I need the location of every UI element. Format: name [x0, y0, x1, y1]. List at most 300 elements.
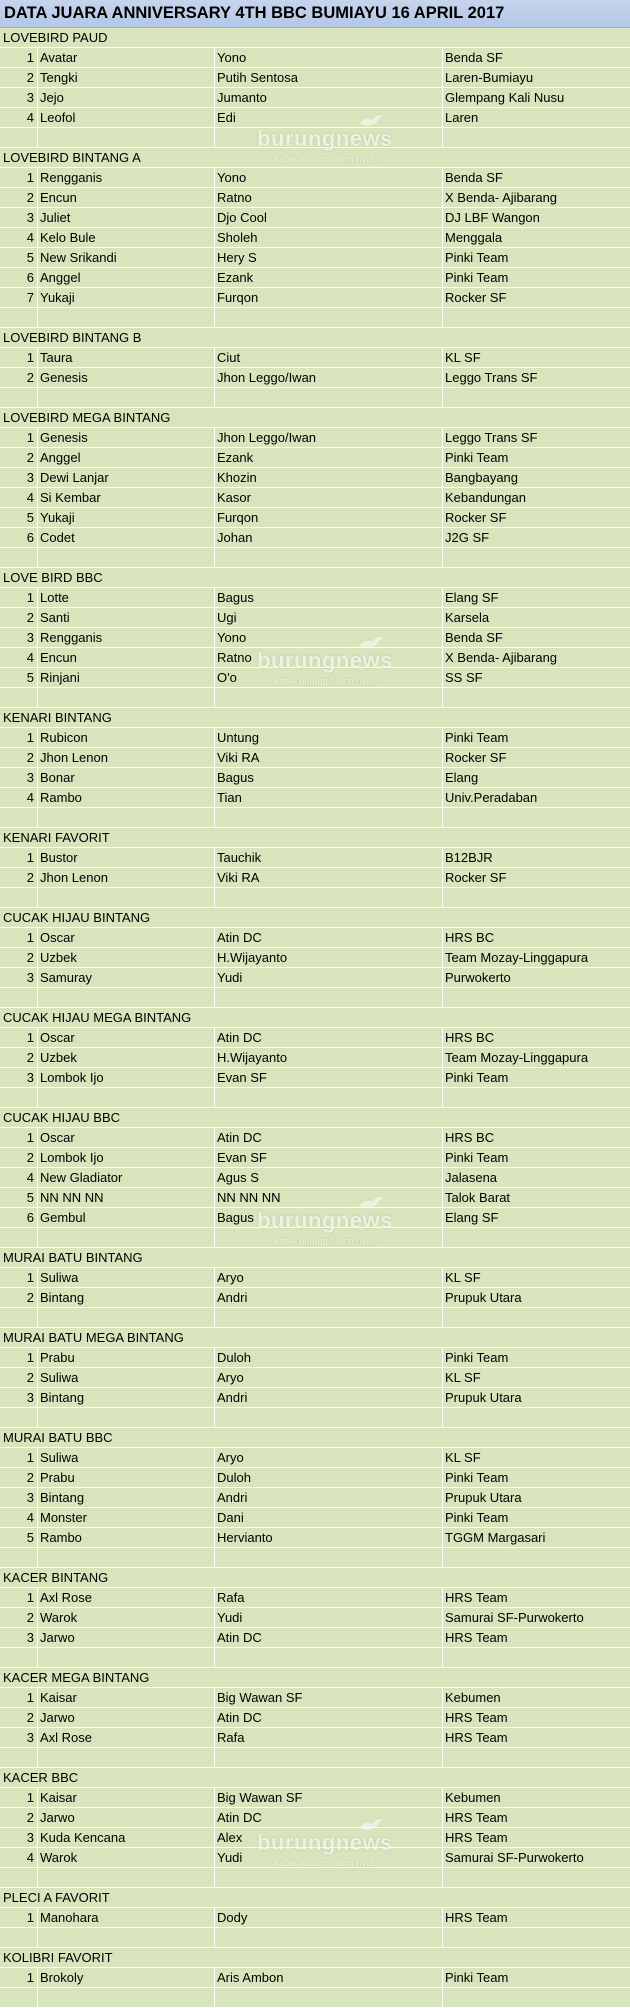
category-name: LOVEBIRD BINTANG A	[3, 150, 141, 165]
empty-cell	[443, 888, 630, 907]
empty-cell	[0, 548, 38, 567]
category-header-row	[0, 1008, 630, 1028]
category-name: LOVEBIRD MEGA BINTANG	[3, 410, 171, 425]
bird-name-cell: Monster	[38, 1508, 215, 1527]
empty-cell	[215, 808, 443, 827]
category-name: CUCAK HIJAU MEGA BINTANG	[3, 1010, 192, 1025]
table-row	[0, 868, 630, 888]
empty-cell	[0, 688, 38, 707]
rank-cell: 5	[0, 1188, 38, 1207]
rank-cell: 2	[0, 1468, 38, 1487]
bird-name-cell: Avatar	[38, 48, 215, 67]
owner-cell: O'o	[215, 668, 443, 687]
rank-cell: 1	[0, 1588, 38, 1607]
rank-cell: 7	[0, 288, 38, 307]
table-row	[0, 268, 630, 288]
empty-cell	[0, 1928, 38, 1947]
table-row	[0, 1128, 630, 1148]
table-row	[0, 428, 630, 448]
team-cell: HRS BC	[445, 1030, 495, 1045]
team-cell: Menggala	[445, 230, 503, 245]
table-row	[0, 348, 630, 368]
empty-cell	[215, 1088, 443, 1107]
empty-cell	[443, 1308, 630, 1327]
bird-name-cell: Axl Rose	[38, 1728, 215, 1747]
bird-name-cell: Rengganis	[38, 628, 215, 647]
rank-cell: 3	[0, 88, 38, 107]
owner-cell: Ugi	[215, 608, 443, 627]
empty-cell	[38, 1928, 215, 1947]
team-cell: HRS Team	[445, 1810, 508, 1825]
team-cell: KL SF	[445, 1370, 481, 1385]
rank-cell: 2	[0, 68, 38, 87]
rank-cell: 2	[0, 368, 38, 387]
table-row	[0, 1528, 630, 1548]
owner-cell: Agus S	[215, 1168, 443, 1187]
table-row	[0, 228, 630, 248]
empty-cell	[215, 1928, 443, 1947]
owner-cell: Khozin	[215, 468, 443, 487]
bird-name-cell: Jarwo	[38, 1708, 215, 1727]
table-row	[0, 1268, 630, 1288]
team-cell: B12BJR	[445, 850, 493, 865]
owner-cell: Bagus	[215, 588, 443, 607]
table-row	[0, 1188, 630, 1208]
empty-cell	[443, 988, 630, 1007]
category-header-row	[0, 1948, 630, 1968]
empty-cell	[38, 1748, 215, 1767]
watermark-logo: burungnews	[257, 1208, 393, 1233]
table-row	[0, 1148, 630, 1168]
bird-name-cell: Brokoly	[38, 1968, 215, 1987]
owner-cell: Djo Cool	[215, 208, 443, 227]
bird-name-cell: Kuda Kencana	[38, 1828, 215, 1847]
empty-cell	[38, 1228, 215, 1247]
table-row	[0, 1708, 630, 1728]
bird-name-cell: Taura	[38, 348, 215, 367]
table-row	[0, 1508, 630, 1528]
bird-name-cell: Yukaji	[38, 508, 215, 527]
rank-cell: 1	[0, 168, 38, 187]
table-row	[0, 1488, 630, 1508]
watermark-tagline: kabar burung paling nyus	[274, 154, 376, 164]
table-row	[0, 768, 630, 788]
sheet-title: DATA JUARA ANNIVERSARY 4TH BBC BUMIAYU 16 APRIL 2017	[0, 0, 630, 28]
bird-name-cell: Anggel	[38, 268, 215, 287]
owner-cell: Ezank	[215, 268, 443, 287]
table-row	[0, 1808, 630, 1828]
spacer-row	[0, 1928, 630, 1948]
empty-cell	[0, 1648, 38, 1667]
empty-cell	[215, 1228, 443, 1247]
bird-name-cell: Lotte	[38, 588, 215, 607]
table-row	[0, 648, 630, 668]
owner-cell: Kasor	[215, 488, 443, 507]
bird-name-cell: Jarwo	[38, 1808, 215, 1827]
bird-name-cell: Bintang	[38, 1488, 215, 1507]
table-row	[0, 1388, 630, 1408]
bird-name-cell: Rambo	[38, 1528, 215, 1547]
team-cell: HRS Team	[445, 1590, 508, 1605]
team-cell: Pinki Team	[445, 1150, 509, 1165]
spacer-row	[0, 308, 630, 328]
category-name: MURAI BATU BINTANG	[3, 1250, 143, 1265]
empty-cell	[0, 1988, 38, 2007]
watermark-tagline: kabar burung paling nyus	[274, 1858, 376, 1868]
empty-cell	[38, 128, 215, 147]
rank-cell: 3	[0, 968, 38, 987]
rank-cell: 3	[0, 628, 38, 647]
spacer-row	[0, 1088, 630, 1108]
team-cell: Samurai SF-Purwokerto	[445, 1850, 584, 1865]
rank-cell: 2	[0, 1708, 38, 1727]
bird-name-cell: Santi	[38, 608, 215, 627]
empty-cell	[0, 1868, 38, 1887]
owner-cell: Big Wawan SF	[215, 1788, 443, 1807]
bird-name-cell: New Srikandi	[38, 248, 215, 267]
bird-name-cell: Jarwo	[38, 1628, 215, 1647]
spacer-row	[0, 1648, 630, 1668]
table-row	[0, 1208, 630, 1228]
bird-name-cell: Prabu	[38, 1468, 215, 1487]
owner-cell: Yono	[215, 628, 443, 647]
owner-cell: Sholeh	[215, 228, 443, 247]
table-row	[0, 448, 630, 468]
watermark-tagline: kabar burung paling nyus	[274, 1236, 376, 1246]
bird-name-cell: Oscar	[38, 1128, 215, 1147]
rank-cell: 2	[0, 1368, 38, 1387]
owner-cell: Jumanto	[215, 88, 443, 107]
table-row	[0, 728, 630, 748]
rank-cell: 1	[0, 1348, 38, 1367]
team-cell: Pinki Team	[445, 450, 509, 465]
owner-cell: Atin DC	[215, 1028, 443, 1047]
rank-cell: 2	[0, 948, 38, 967]
owner-cell: Yudi	[215, 1608, 443, 1627]
rank-cell: 4	[0, 788, 38, 807]
team-cell: X Benda- Ajibarang	[445, 650, 558, 665]
rank-cell: 2	[0, 1048, 38, 1067]
owner-cell: Viki RA	[215, 748, 443, 767]
owner-cell: Big Wawan SF	[215, 1688, 443, 1707]
empty-cell	[38, 388, 215, 407]
team-cell: Elang SF	[445, 590, 499, 605]
category-header-row	[0, 148, 630, 168]
team-cell: KL SF	[445, 1450, 481, 1465]
owner-cell: Yono	[215, 168, 443, 187]
rank-cell: 1	[0, 1268, 38, 1287]
owner-cell: Hervianto	[215, 1528, 443, 1547]
category-header-row	[0, 328, 630, 348]
category-name: LOVEBIRD PAUD	[3, 30, 108, 45]
rank-cell: 5	[0, 668, 38, 687]
empty-cell	[443, 128, 630, 147]
rank-cell: 4	[0, 1508, 38, 1527]
spacer-row	[0, 1548, 630, 1568]
owner-cell: Rafa	[215, 1588, 443, 1607]
team-cell: Pinki Team	[445, 1970, 509, 1985]
rank-cell: 1	[0, 1128, 38, 1147]
table-row	[0, 488, 630, 508]
rank-cell: 3	[0, 208, 38, 227]
bird-name-cell: Rubicon	[38, 728, 215, 747]
rank-cell: 4	[0, 228, 38, 247]
owner-cell: Tauchik	[215, 848, 443, 867]
team-cell: HRS Team	[445, 1830, 508, 1845]
rank-cell: 2	[0, 608, 38, 627]
empty-cell	[0, 1088, 38, 1107]
category-header-row	[0, 828, 630, 848]
watermark-logo: burungnews	[257, 126, 393, 151]
category-header-row	[0, 708, 630, 728]
bird-name-cell: Bustor	[38, 848, 215, 867]
watermark-logo: burungnews	[257, 648, 393, 673]
team-cell: HRS BC	[445, 930, 495, 945]
team-cell: J2G SF	[445, 530, 490, 545]
results-table	[0, 28, 630, 2008]
bird-name-cell: Suliwa	[38, 1368, 215, 1387]
spacer-row	[0, 1308, 630, 1328]
bird-name-cell: Dewi Lanjar	[38, 468, 215, 487]
team-cell: Prupuk Utara	[445, 1490, 522, 1505]
category-header-row	[0, 408, 630, 428]
rank-cell: 2	[0, 188, 38, 207]
empty-cell	[38, 1408, 215, 1427]
category-header-row	[0, 1568, 630, 1588]
team-cell: Jalasena	[445, 1170, 498, 1185]
team-cell: Leggo Trans SF	[445, 430, 538, 445]
empty-cell	[443, 1088, 630, 1107]
table-row	[0, 628, 630, 648]
table-row	[0, 368, 630, 388]
owner-cell: NN NN NN	[215, 1188, 443, 1207]
empty-cell	[443, 1548, 630, 1567]
table-row	[0, 188, 630, 208]
rank-cell: 3	[0, 1388, 38, 1407]
empty-cell	[443, 548, 630, 567]
category-name: KACER BBC	[3, 1770, 79, 1785]
table-row	[0, 1728, 630, 1748]
owner-cell: Evan SF	[215, 1068, 443, 1087]
watermark-logo: burungnews	[257, 1830, 393, 1855]
bird-name-cell: Kelo Bule	[38, 228, 215, 247]
team-cell: KL SF	[445, 350, 481, 365]
team-cell: Pinki Team	[445, 1510, 509, 1525]
bird-name-cell: Prabu	[38, 1348, 215, 1367]
category-header-row	[0, 28, 630, 48]
owner-cell: Ciut	[215, 348, 443, 367]
rank-cell: 1	[0, 848, 38, 867]
table-row	[0, 248, 630, 268]
bird-name-cell: Encun	[38, 188, 215, 207]
table-row	[0, 1588, 630, 1608]
spacer-row	[0, 388, 630, 408]
rank-cell: 3	[0, 1488, 38, 1507]
owner-cell: Yudi	[215, 968, 443, 987]
team-cell: Team Mozay-Linggapura	[445, 950, 589, 965]
team-cell: Talok Barat	[445, 1190, 511, 1205]
watermark-tagline: kabar burung paling nyus	[274, 676, 376, 686]
bird-name-cell: Warok	[38, 1608, 215, 1627]
owner-cell: Johan	[215, 528, 443, 547]
empty-cell	[38, 888, 215, 907]
empty-cell	[215, 1308, 443, 1327]
table-row	[0, 848, 630, 868]
bird-name-cell: Kaisar	[38, 1688, 215, 1707]
category-header-row	[0, 1328, 630, 1348]
bird-name-cell: Rambo	[38, 788, 215, 807]
bird-name-cell: Encun	[38, 648, 215, 667]
empty-cell	[0, 808, 38, 827]
team-cell: X Benda- Ajibarang	[445, 190, 558, 205]
bird-name-cell: Leofol	[38, 108, 215, 127]
rank-cell: 6	[0, 528, 38, 547]
bird-name-cell: Codet	[38, 528, 215, 547]
bird-name-cell: Jhon Lenon	[38, 868, 215, 887]
table-row	[0, 1968, 630, 1988]
table-row	[0, 1828, 630, 1848]
rank-cell: 1	[0, 1688, 38, 1707]
empty-cell	[443, 688, 630, 707]
empty-cell	[215, 988, 443, 1007]
owner-cell: Duloh	[215, 1468, 443, 1487]
empty-cell	[0, 1228, 38, 1247]
owner-cell: Aryo	[215, 1268, 443, 1287]
bird-name-cell: Suliwa	[38, 1268, 215, 1287]
team-cell: Karsela	[445, 610, 490, 625]
bird-name-cell: Bintang	[38, 1388, 215, 1407]
empty-cell	[215, 1748, 443, 1767]
owner-cell: Ratno	[215, 648, 443, 667]
spacer-row	[0, 128, 630, 148]
team-cell: HRS Team	[445, 1710, 508, 1725]
rank-cell: 5	[0, 248, 38, 267]
rank-cell: 2	[0, 1808, 38, 1827]
empty-cell	[443, 1928, 630, 1947]
spacer-row	[0, 688, 630, 708]
table-row	[0, 68, 630, 88]
table-row	[0, 948, 630, 968]
table-row	[0, 1168, 630, 1188]
team-cell: Rocker SF	[445, 510, 507, 525]
empty-cell	[38, 808, 215, 827]
bird-name-cell: Warok	[38, 1848, 215, 1867]
owner-cell: Furqon	[215, 288, 443, 307]
bird-name-cell: Lombok Ijo	[38, 1148, 215, 1167]
owner-cell: Aris Ambon	[215, 1968, 443, 1987]
team-cell: Pinki Team	[445, 250, 509, 265]
team-cell: TGGM Margasari	[445, 1530, 546, 1545]
category-name: KOLIBRI FAVORIT	[3, 1950, 113, 1965]
team-cell: Kebumen	[445, 1790, 501, 1805]
table-row	[0, 1628, 630, 1648]
owner-cell: Jhon Leggo/Iwan	[215, 368, 443, 387]
owner-cell: H.Wijayanto	[215, 1048, 443, 1067]
rank-cell: 1	[0, 1908, 38, 1927]
rank-cell: 5	[0, 1528, 38, 1547]
category-name: KACER BINTANG	[3, 1570, 109, 1585]
category-name: MURAI BATU BBC	[3, 1430, 113, 1445]
empty-cell	[0, 128, 38, 147]
table-row	[0, 1468, 630, 1488]
bird-name-cell: Oscar	[38, 1028, 215, 1047]
owner-cell: Atin DC	[215, 1128, 443, 1147]
empty-cell	[38, 1548, 215, 1567]
owner-cell: Tian	[215, 788, 443, 807]
rank-cell: 2	[0, 448, 38, 467]
empty-cell	[443, 808, 630, 827]
bird-name-cell: Axl Rose	[38, 1588, 215, 1607]
table-row	[0, 668, 630, 688]
category-name: LOVEBIRD BINTANG B	[3, 330, 142, 345]
category-name: PLECI A FAVORIT	[3, 1890, 110, 1905]
table-row	[0, 748, 630, 768]
bird-name-cell: Si Kembar	[38, 488, 215, 507]
rank-cell: 6	[0, 268, 38, 287]
empty-cell	[38, 1648, 215, 1667]
rank-cell: 4	[0, 648, 38, 667]
owner-cell: Atin DC	[215, 928, 443, 947]
owner-cell: Furqon	[215, 508, 443, 527]
empty-cell	[215, 888, 443, 907]
empty-cell	[0, 1308, 38, 1327]
team-cell: SS SF	[445, 670, 483, 685]
rank-cell: 5	[0, 508, 38, 527]
bird-name-cell: NN NN NN	[38, 1188, 215, 1207]
empty-cell	[38, 988, 215, 1007]
bird-name-cell: Suliwa	[38, 1448, 215, 1467]
rank-cell: 2	[0, 1148, 38, 1167]
empty-cell	[443, 1408, 630, 1427]
team-cell: Team Mozay-Linggapura	[445, 1050, 589, 1065]
rank-cell: 3	[0, 768, 38, 787]
table-row	[0, 528, 630, 548]
empty-cell	[0, 388, 38, 407]
team-cell: Leggo Trans SF	[445, 370, 538, 385]
table-row	[0, 88, 630, 108]
empty-cell	[443, 1228, 630, 1247]
rank-cell: 1	[0, 1968, 38, 1987]
empty-cell	[215, 388, 443, 407]
rank-cell: 2	[0, 1608, 38, 1627]
rank-cell: 2	[0, 748, 38, 767]
owner-cell: Atin DC	[215, 1628, 443, 1647]
category-header-row	[0, 1668, 630, 1688]
bird-name-cell: Bonar	[38, 768, 215, 787]
rank-cell: 3	[0, 468, 38, 487]
empty-cell	[215, 1868, 443, 1887]
empty-cell	[443, 1988, 630, 2007]
table-row	[0, 1788, 630, 1808]
category-name: CUCAK HIJAU BBC	[3, 1110, 121, 1125]
spacer-row	[0, 1228, 630, 1248]
table-row	[0, 1908, 630, 1928]
empty-cell	[38, 548, 215, 567]
bird-name-cell: Juliet	[38, 208, 215, 227]
team-cell: Bangbayang	[445, 470, 519, 485]
rank-cell: 1	[0, 1788, 38, 1807]
team-cell: HRS Team	[445, 1910, 508, 1925]
team-cell: Laren	[445, 110, 479, 125]
category-header-row	[0, 1248, 630, 1268]
empty-cell	[215, 308, 443, 327]
rank-cell: 2	[0, 868, 38, 887]
spacer-row	[0, 1868, 630, 1888]
bird-name-cell: Gembul	[38, 1208, 215, 1227]
bird-name-cell: Samuray	[38, 968, 215, 987]
empty-cell	[0, 1548, 38, 1567]
owner-cell: H.Wijayanto	[215, 948, 443, 967]
